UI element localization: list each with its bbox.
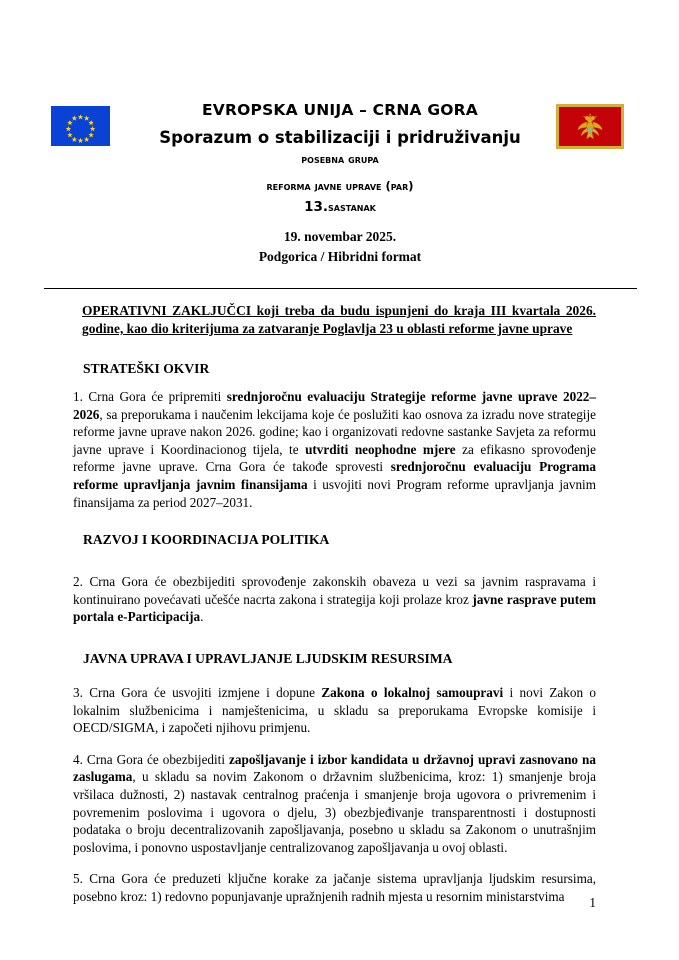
p2-seg-b: javne rasprave putem portala e-Participacija	[73, 591, 596, 625]
european-union-flag	[51, 106, 110, 146]
p4-seg-c: , u skladu sa novim Zakonom o državnim službenicima, kroz: 1) smanjenje broja vršilaca dužnosti, 2) nastavak centralnog praćenja i smanjenje broja ugovora o privremenim i povremenim poslovima i ugovora o djelu, 3) obezbjeđivanje transparentnosti i dostupnosti podataka o broju decentralizovanih zapošljavanja, posebno u skladu sa Zakonom o unutrašnjim poslovima, i ponovno uspostavljanje centralizovanog zapošljavanja u ovoj oblasti.	[73, 769, 596, 855]
title-line-1: EVROPSKA UNIJA – CRNA GORA	[202, 101, 478, 119]
section-heading-policy-development: RAZVOJ I KOORDINACIJA POLITIKA	[83, 532, 330, 548]
p1-seg-b: srednjoročnu evaluaciju Strategije reforme javne uprave 2022–2026	[73, 389, 596, 422]
title-line-2: Sporazum o stabilizaciji i pridruživanju	[159, 128, 521, 147]
p1-seg-d: utvrditi neophodne mjere	[305, 441, 456, 457]
page-number: 1	[589, 895, 596, 910]
eu-stars-icon	[51, 106, 110, 146]
meeting-number: 13.	[304, 199, 329, 215]
p3-seg-c: i novi Zakon o lokalnim službenicima i namještenicima, u skladu sa preporukama Evropske komisije i OECD/SIGMA, i započeti njihovu primjenu.	[73, 684, 597, 736]
montenegro-eagle-icon	[577, 112, 603, 142]
title-line-4: reforma javne uprave (par)	[266, 179, 414, 193]
p1-seg-c: , sa preporukama i naučenim lekcijama koje će poslužiti kao osnova za izradu nove strategije reforme javne uprave nakon 2026. godine; kao i organizovati redovne sastanke Savjeta za reformu javne uprave i Koordinacionog tijela, te	[73, 406, 596, 457]
header-divider	[44, 288, 637, 289]
section-heading-strategic-framework: STRATEŠKI OKVIR	[83, 361, 210, 376]
paragraph-2	[73, 573, 596, 626]
p3-seg-b: Zakona o lokalnoj samoupravi	[321, 684, 504, 700]
title-line-3: posebna grupa	[301, 152, 379, 166]
meeting-date: 19. novembar 2025.	[283, 229, 397, 244]
p3-seg-a: 3. Crna Gora će usvojiti izmjene i dopune	[73, 684, 322, 700]
p2-seg-c: .	[200, 609, 204, 625]
operational-conclusions-heading: OPERATIVNI ZAKLJUČCI koji treba da budu ispunjeni do kraja III kvartala 2026. godine, kao dio kriterijuma za zatvaranje Poglavlja 23 u oblasti reforme javne uprave	[82, 303, 596, 336]
title-line-5	[120, 195, 560, 218]
p1-seg-g: i usvojiti novi Program reforme upravljanja javnim finansijama za period 2027–2031.	[73, 476, 596, 510]
document-body	[73, 302, 596, 905]
header-title-block	[120, 100, 560, 267]
meeting-word: sastanak	[328, 200, 376, 214]
paragraph-4	[73, 751, 596, 857]
paragraph-3	[73, 684, 596, 737]
p1-seg-e: za efikasno sprovođenje reforme javne uprave. Crna Gora će takođe sprovesti	[73, 441, 596, 475]
p1-seg-a: 1. Crna Gora će pripremiti	[73, 389, 227, 404]
p2-seg-a: 2. Crna Gora će obezbijediti sprovođenje zakonskih obaveza u vezi sa javnim raspravama i kontinuirano povećavati učešće nacrta zakona i strategija koji prolaze kroz	[73, 574, 596, 607]
p4-seg-b: zapošljavanje i izbor kandidata u državnoj upravi zasnovano na zaslugama	[73, 751, 596, 785]
montenegro-flag	[556, 104, 624, 149]
meeting-location: Podgorica / Hibridni format	[258, 249, 422, 264]
p5-seg-a: 5. Crna Gora će preduzeti ključne korake za jačanje sistema upravljanja ljudskim resursima, posebno kroz: 1) redovno popunjavanje upražnjenih radnih mjesta u resornim ministarstvima	[73, 871, 596, 904]
section-heading-public-administration-hrm: JAVNA UPRAVA I UPRAVLJANJE LJUDSKIM RESURSIMA	[83, 650, 453, 666]
p1-seg-f: srednjoročnu evaluaciju Programa reforme upravljanja javnim finansijama	[73, 459, 596, 492]
p4-seg-a: 4. Crna Gora će obezbijediti	[73, 751, 230, 767]
paragraph-1	[73, 388, 596, 511]
